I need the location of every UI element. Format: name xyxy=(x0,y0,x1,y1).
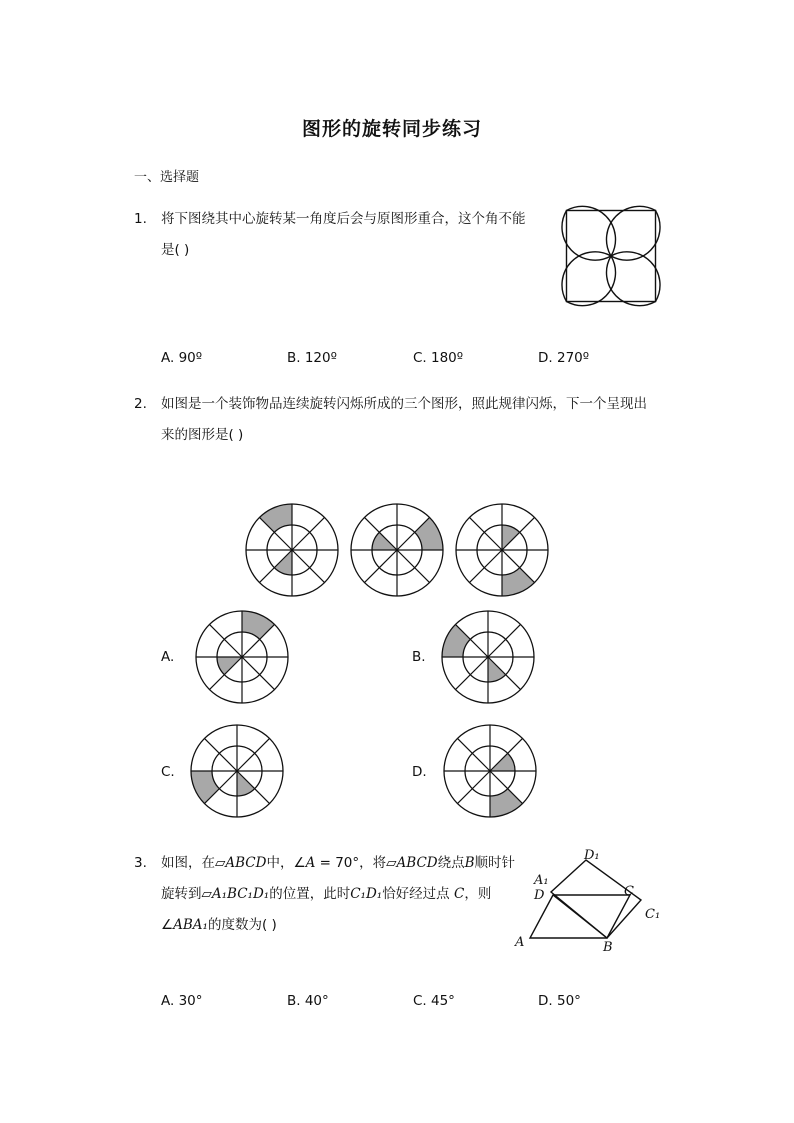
radial-divider xyxy=(469,550,502,583)
q3-text-line3: ∠ABA₁的度数为( ) xyxy=(161,917,277,933)
radial-divider xyxy=(204,738,237,771)
shaded-inner-sector xyxy=(237,771,255,796)
q2-option-d-label[interactable]: D. xyxy=(412,764,427,780)
q3-option-c[interactable]: C. 45° xyxy=(413,993,455,1009)
radial-divider xyxy=(469,517,502,550)
shaded-inner-sector xyxy=(274,550,292,575)
label-a1: A₁ xyxy=(534,873,549,888)
q3-option-b[interactable]: B. 40° xyxy=(287,993,329,1009)
q1-text-line2: 是( ) xyxy=(161,242,190,258)
q1-option-d[interactable]: D. 270º xyxy=(538,350,590,366)
shaded-outer-sector xyxy=(259,504,292,532)
label-a: A xyxy=(515,935,525,950)
q1-number: 1. xyxy=(134,211,147,227)
q3-number: 3. xyxy=(134,855,147,871)
parallelogram-a1bc1d1 xyxy=(551,860,641,938)
radial-divider xyxy=(457,738,490,771)
q2-option-d-figure[interactable] xyxy=(440,721,540,821)
shaded-inner-sector xyxy=(372,532,397,550)
radial-divider xyxy=(455,657,488,690)
shaded-outer-sector xyxy=(502,568,535,596)
q2-option-c-label[interactable]: C. xyxy=(161,764,175,780)
q3-text-line1: 如图，在▱ABCD中，∠A = 70°，将▱ABCD绕点B顺时针 xyxy=(161,855,516,871)
radial-divider xyxy=(457,771,490,804)
shaded-outer-sector xyxy=(490,789,523,817)
shaded-outer-sector xyxy=(242,611,275,639)
radial-divider xyxy=(237,738,270,771)
q3-option-d[interactable]: D. 50° xyxy=(538,993,581,1009)
radial-divider xyxy=(397,550,430,583)
q1-option-a[interactable]: A. 90º xyxy=(161,350,203,366)
radial-divider xyxy=(364,550,397,583)
q2-option-a-label[interactable]: A. xyxy=(161,649,175,665)
radial-divider xyxy=(292,550,325,583)
q1-figure xyxy=(566,210,656,302)
q2-text-line1: 如图是一个装饰物品连续旋转闪烁所成的三个图形，照此规律闪烁，下一个呈现出 xyxy=(161,396,647,412)
q1-text-line1: 将下图绕其中心旋转某一角度后会与原图形重合，这个角不能 xyxy=(161,211,526,227)
shaded-outer-sector xyxy=(415,517,443,550)
label-d: D xyxy=(534,888,545,903)
radial-divider xyxy=(292,517,325,550)
section-heading: 一、选择题 xyxy=(134,170,200,185)
diagonal-line xyxy=(553,895,607,938)
label-d1: D₁ xyxy=(584,848,600,863)
q2-option-a-figure[interactable] xyxy=(192,607,292,707)
q2-option-c-figure[interactable] xyxy=(187,721,287,821)
radial-divider xyxy=(242,657,275,690)
shaded-inner-sector xyxy=(490,753,515,771)
q2-number: 2. xyxy=(134,396,147,412)
q2-option-b-label[interactable]: B. xyxy=(412,649,426,665)
shaded-inner-sector xyxy=(217,657,242,675)
shaded-inner-sector xyxy=(502,525,520,550)
parallelogram-abcd xyxy=(530,895,630,938)
q2-sequence-figure-1 xyxy=(242,500,342,600)
q2-sequence-figure-2 xyxy=(347,500,447,600)
shaded-outer-sector xyxy=(442,624,470,657)
radial-divider xyxy=(209,624,242,657)
q2-option-b-figure[interactable] xyxy=(438,607,538,707)
q2-sequence-figure-3 xyxy=(452,500,552,600)
shaded-outer-sector xyxy=(191,771,219,804)
q1-option-c[interactable]: C. 180º xyxy=(413,350,464,366)
q1-option-b[interactable]: B. 120º xyxy=(287,350,337,366)
page-title: 图形的旋转同步练习 xyxy=(302,118,483,140)
q2-text-line2: 来的图形是( ) xyxy=(161,427,244,443)
label-b: B xyxy=(603,940,613,955)
q3-text-line2: 旋转到▱A₁BC₁D₁的位置，此时C₁D₁恰好经过点 C，则 xyxy=(161,886,492,902)
label-c: C xyxy=(624,884,634,899)
q3-option-a[interactable]: A. 30° xyxy=(161,993,203,1009)
radial-divider xyxy=(488,624,521,657)
shaded-inner-sector xyxy=(488,657,506,682)
label-c1: C₁ xyxy=(645,907,661,922)
